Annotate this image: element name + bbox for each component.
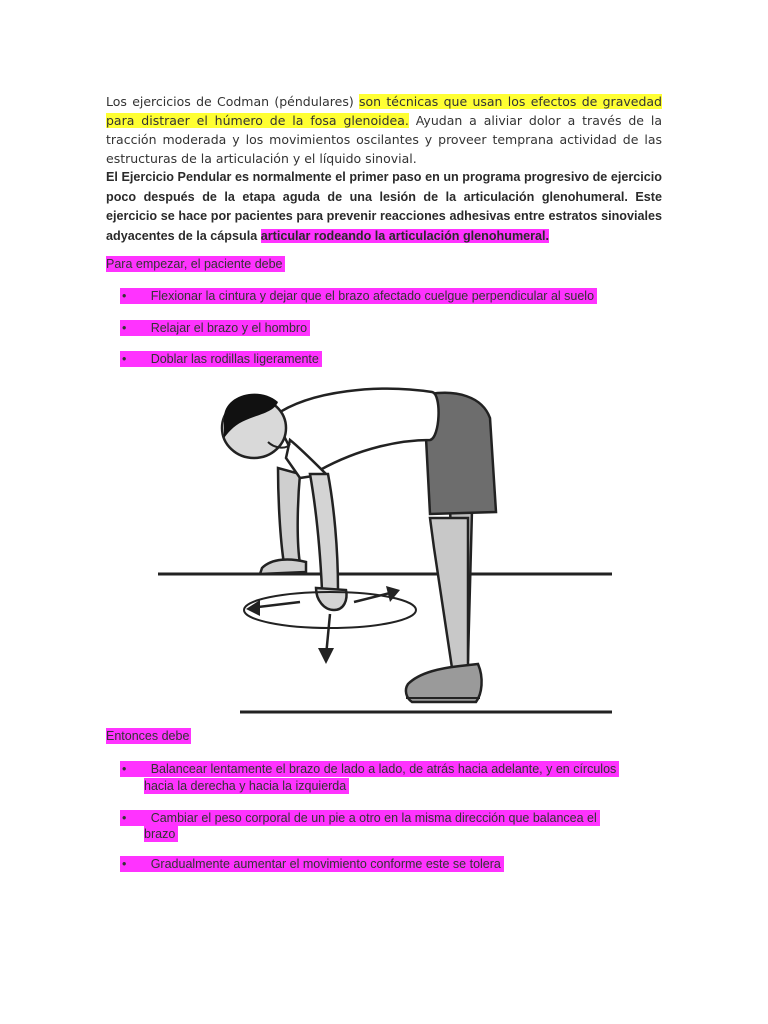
bullet: • [122, 811, 127, 825]
list-item [120, 810, 600, 826]
list-item-text: Flexionar la cintura y dejar que el brazo afectado cuelgue perpendicular al suelo [150, 289, 595, 303]
support-arm [278, 468, 300, 564]
list-item-highlight [120, 288, 597, 304]
list-intro-then-text: Entonces debe [106, 729, 190, 743]
intro-text-start: Los ejercicios de Codman (péndulares) [106, 94, 360, 109]
list-intro-then [106, 728, 191, 744]
list-item [120, 761, 619, 777]
intro-paragraph [106, 92, 662, 168]
pendular-text: El Ejercicio Pendular es normalmente el primer paso en un programa progresivo de ejercicio poco después de la etapa aguda de una lesión de la articulación glenohumeral. Este ejercicio se hace por pacientes para prevenir reacciones adhesivas entre estratos sinoviales adyacentes de la cápsula [106, 170, 662, 243]
leg-front [430, 518, 468, 668]
bullet: • [122, 857, 127, 871]
list-item-continuation [144, 826, 178, 842]
list-item [120, 320, 310, 336]
highlighted-definition: son técnicas que usan los efectos de gravedad para distraer el húmero de la fosa glenoidea. [106, 94, 662, 128]
arrow-down-head [318, 648, 334, 664]
list-item-highlight [120, 351, 322, 367]
list-item [120, 351, 322, 367]
list-item-text: Cambiar el peso corporal de un pie a otro en la misma dirección que balancea el [150, 811, 597, 825]
list-item [120, 288, 597, 304]
list-item-text: Doblar las rodillas ligeramente [150, 352, 319, 366]
pendular-paragraph [106, 168, 662, 246]
intro-text-end: Ayudan a aliviar dolor a través de la tracción moderada y los movimientos oscilantes y proveer temprana actividad de las estructuras de la articulación y el líquido sinovial. [106, 113, 662, 166]
list-item-text: Balancear lentamente el brazo de lado a lado, de atrás hacia adelante, y en círculos [150, 762, 617, 776]
list-item-highlight [120, 856, 504, 872]
bullet: • [122, 321, 127, 335]
list-item-continuation [144, 778, 349, 794]
list-item-highlight [120, 810, 600, 826]
list-item-text: Gradualmente aumentar el movimiento conforme este se tolera [150, 857, 501, 871]
shoe [406, 664, 482, 702]
list-item-highlight [120, 761, 619, 777]
bullet: • [122, 762, 127, 776]
list-item-highlight [120, 320, 310, 336]
list-intro-start [106, 256, 285, 272]
list-item-text-cont: brazo [144, 826, 178, 842]
list-intro-start-text: Para empezar, el paciente debe [106, 257, 283, 271]
bullet: • [122, 352, 127, 366]
support-hand [260, 560, 306, 574]
list-item [120, 856, 504, 872]
list-item-text: Relajar el brazo y el hombro [150, 321, 308, 335]
list-item-text-cont: hacia la derecha y hacia la izquierda [144, 778, 349, 794]
highlighted-capsule-text: articular rodeando la articulación glenohumeral. [260, 228, 550, 243]
bullet: • [122, 289, 127, 303]
pendulum-exercise-illustration [150, 378, 620, 718]
